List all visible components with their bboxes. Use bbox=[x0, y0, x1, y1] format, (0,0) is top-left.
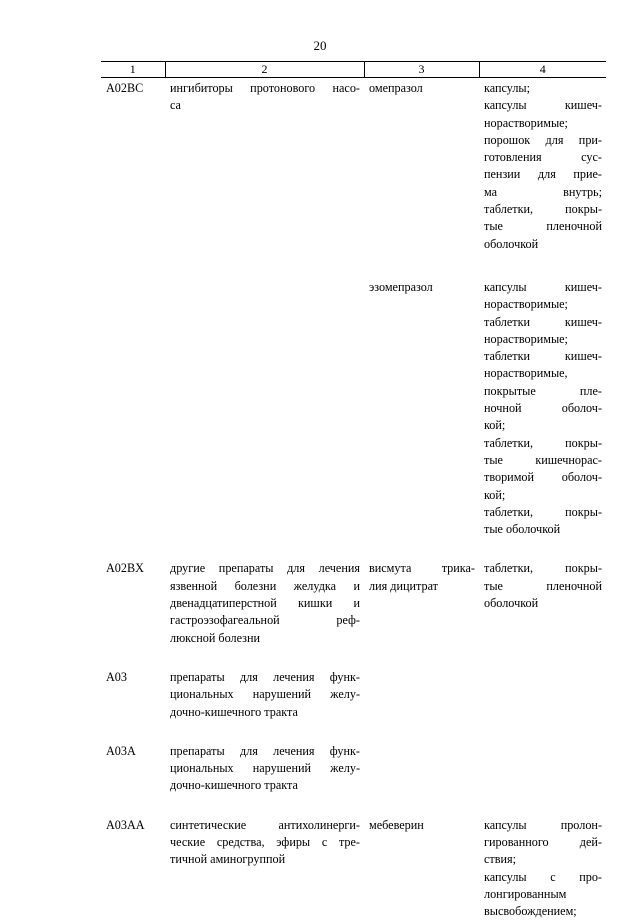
text-line: капсулы с про- bbox=[484, 869, 602, 886]
atc-code-cell: A02BX bbox=[101, 558, 165, 646]
text-line: высвобождением; bbox=[484, 903, 602, 920]
dosage-forms-cell bbox=[479, 667, 606, 721]
page-number: 20 bbox=[0, 38, 640, 54]
text-line: висмута трика- bbox=[369, 560, 475, 577]
table-row bbox=[101, 277, 606, 538]
text-line: пензии для прие- bbox=[484, 166, 602, 183]
atc-code-cell: A02BC bbox=[101, 78, 165, 253]
row-spacer-cell bbox=[101, 538, 606, 558]
row-spacer-cell bbox=[101, 647, 606, 667]
row-spacer-cell bbox=[101, 795, 606, 815]
column-header: 1 bbox=[101, 62, 165, 78]
group-name-cell bbox=[165, 558, 364, 646]
group-name-cell bbox=[165, 277, 364, 538]
table-row bbox=[101, 558, 606, 646]
text-line: порошок для при- bbox=[484, 132, 602, 149]
atc-code-cell bbox=[101, 277, 165, 538]
text-line: мебеверин bbox=[369, 817, 475, 834]
dosage-forms-cell bbox=[479, 815, 606, 920]
text-line: препараты для лечения функ- bbox=[170, 743, 360, 760]
dosage-forms-cell bbox=[479, 78, 606, 253]
drug-name-cell bbox=[364, 277, 479, 538]
table-row bbox=[101, 78, 606, 253]
text-line: лонгированным bbox=[484, 886, 602, 903]
text-line: капсулы кишеч- bbox=[484, 97, 602, 114]
column-header: 3 bbox=[364, 62, 479, 78]
row-spacer bbox=[101, 253, 606, 277]
text-line: двенадцатиперстной кишки и bbox=[170, 595, 360, 612]
drug-name-cell bbox=[364, 558, 479, 646]
drug-name-cell bbox=[364, 815, 479, 920]
text-line: кой; bbox=[484, 417, 602, 434]
text-line: дочно-кишечного тракта bbox=[170, 777, 360, 794]
text-line: ма внутрь; bbox=[484, 184, 602, 201]
text-line: норастворимые; bbox=[484, 331, 602, 348]
group-name-cell bbox=[165, 667, 364, 721]
table-row bbox=[101, 815, 606, 920]
text-line: покрытые пле- bbox=[484, 383, 602, 400]
text-line: гированного дей- bbox=[484, 834, 602, 851]
group-name-cell bbox=[165, 78, 364, 253]
text-line: циональных нарушений желу- bbox=[170, 686, 360, 703]
drug-table bbox=[101, 61, 606, 920]
group-name-cell bbox=[165, 741, 364, 795]
text-line: творимой оболоч- bbox=[484, 469, 602, 486]
text-line: циональных нарушений желу- bbox=[170, 760, 360, 777]
text-line: другие препараты для лечения bbox=[170, 560, 360, 577]
header-row bbox=[101, 62, 606, 78]
table-row bbox=[101, 741, 606, 795]
text-line: са bbox=[170, 97, 360, 114]
text-line: таблетки, покры- bbox=[484, 504, 602, 521]
text-line: гастроэзофагеальной реф- bbox=[170, 612, 360, 629]
text-line: синтетические антихолинерги- bbox=[170, 817, 360, 834]
text-line: таблетки кишеч- bbox=[484, 348, 602, 365]
drug-name-cell bbox=[364, 667, 479, 721]
row-spacer bbox=[101, 795, 606, 815]
text-line: ингибиторы протонового насо- bbox=[170, 80, 360, 97]
row-spacer-cell bbox=[101, 253, 606, 277]
text-line: ствия; bbox=[484, 851, 602, 868]
text-line: дочно-кишечного тракта bbox=[170, 704, 360, 721]
text-line: норастворимые; bbox=[484, 115, 602, 132]
text-line: капсулы пролон- bbox=[484, 817, 602, 834]
text-line: тые пленочной bbox=[484, 218, 602, 235]
atc-code-cell: A03 bbox=[101, 667, 165, 721]
atc-code-cell: A03AA bbox=[101, 815, 165, 920]
column-header: 4 bbox=[479, 62, 606, 78]
text-line: тые кишечнорас- bbox=[484, 452, 602, 469]
column-header: 2 bbox=[165, 62, 364, 78]
text-line: ческие средства, эфиры с тре- bbox=[170, 834, 360, 851]
text-line: тые пленочной bbox=[484, 578, 602, 595]
text-line: препараты для лечения функ- bbox=[170, 669, 360, 686]
text-line: готовления сус- bbox=[484, 149, 602, 166]
row-spacer bbox=[101, 647, 606, 667]
text-line: норастворимые, bbox=[484, 365, 602, 382]
text-line: оболочкой bbox=[484, 595, 602, 612]
text-line: таблетки кишеч- bbox=[484, 314, 602, 331]
drug-name-cell bbox=[364, 741, 479, 795]
text-line: капсулы; bbox=[484, 80, 602, 97]
dosage-forms-cell bbox=[479, 277, 606, 538]
text-line: норастворимые; bbox=[484, 296, 602, 313]
row-spacer bbox=[101, 538, 606, 558]
text-line: эзомепразол bbox=[369, 279, 475, 296]
text-line: таблетки, покры- bbox=[484, 201, 602, 218]
atc-code-cell: A03A bbox=[101, 741, 165, 795]
text-line: кой; bbox=[484, 487, 602, 504]
text-line: лия дицитрат bbox=[369, 578, 475, 595]
text-line: ночной оболоч- bbox=[484, 400, 602, 417]
row-spacer bbox=[101, 721, 606, 741]
text-line: тичной аминогруппой bbox=[170, 851, 360, 868]
text-line: таблетки, покры- bbox=[484, 560, 602, 577]
text-line: язвенной болезни желудка и bbox=[170, 578, 360, 595]
drug-name-cell bbox=[364, 78, 479, 253]
dosage-forms-cell bbox=[479, 741, 606, 795]
text-line: омепразол bbox=[369, 80, 475, 97]
dosage-forms-cell bbox=[479, 558, 606, 646]
table-body bbox=[101, 78, 606, 920]
text-line: тые оболочкой bbox=[484, 521, 602, 538]
text-line: оболочкой bbox=[484, 236, 602, 253]
row-spacer-cell bbox=[101, 721, 606, 741]
text-line: люксной болезни bbox=[170, 630, 360, 647]
text-line: капсулы кишеч- bbox=[484, 279, 602, 296]
text-line: таблетки, покры- bbox=[484, 435, 602, 452]
group-name-cell bbox=[165, 815, 364, 920]
table-row bbox=[101, 667, 606, 721]
